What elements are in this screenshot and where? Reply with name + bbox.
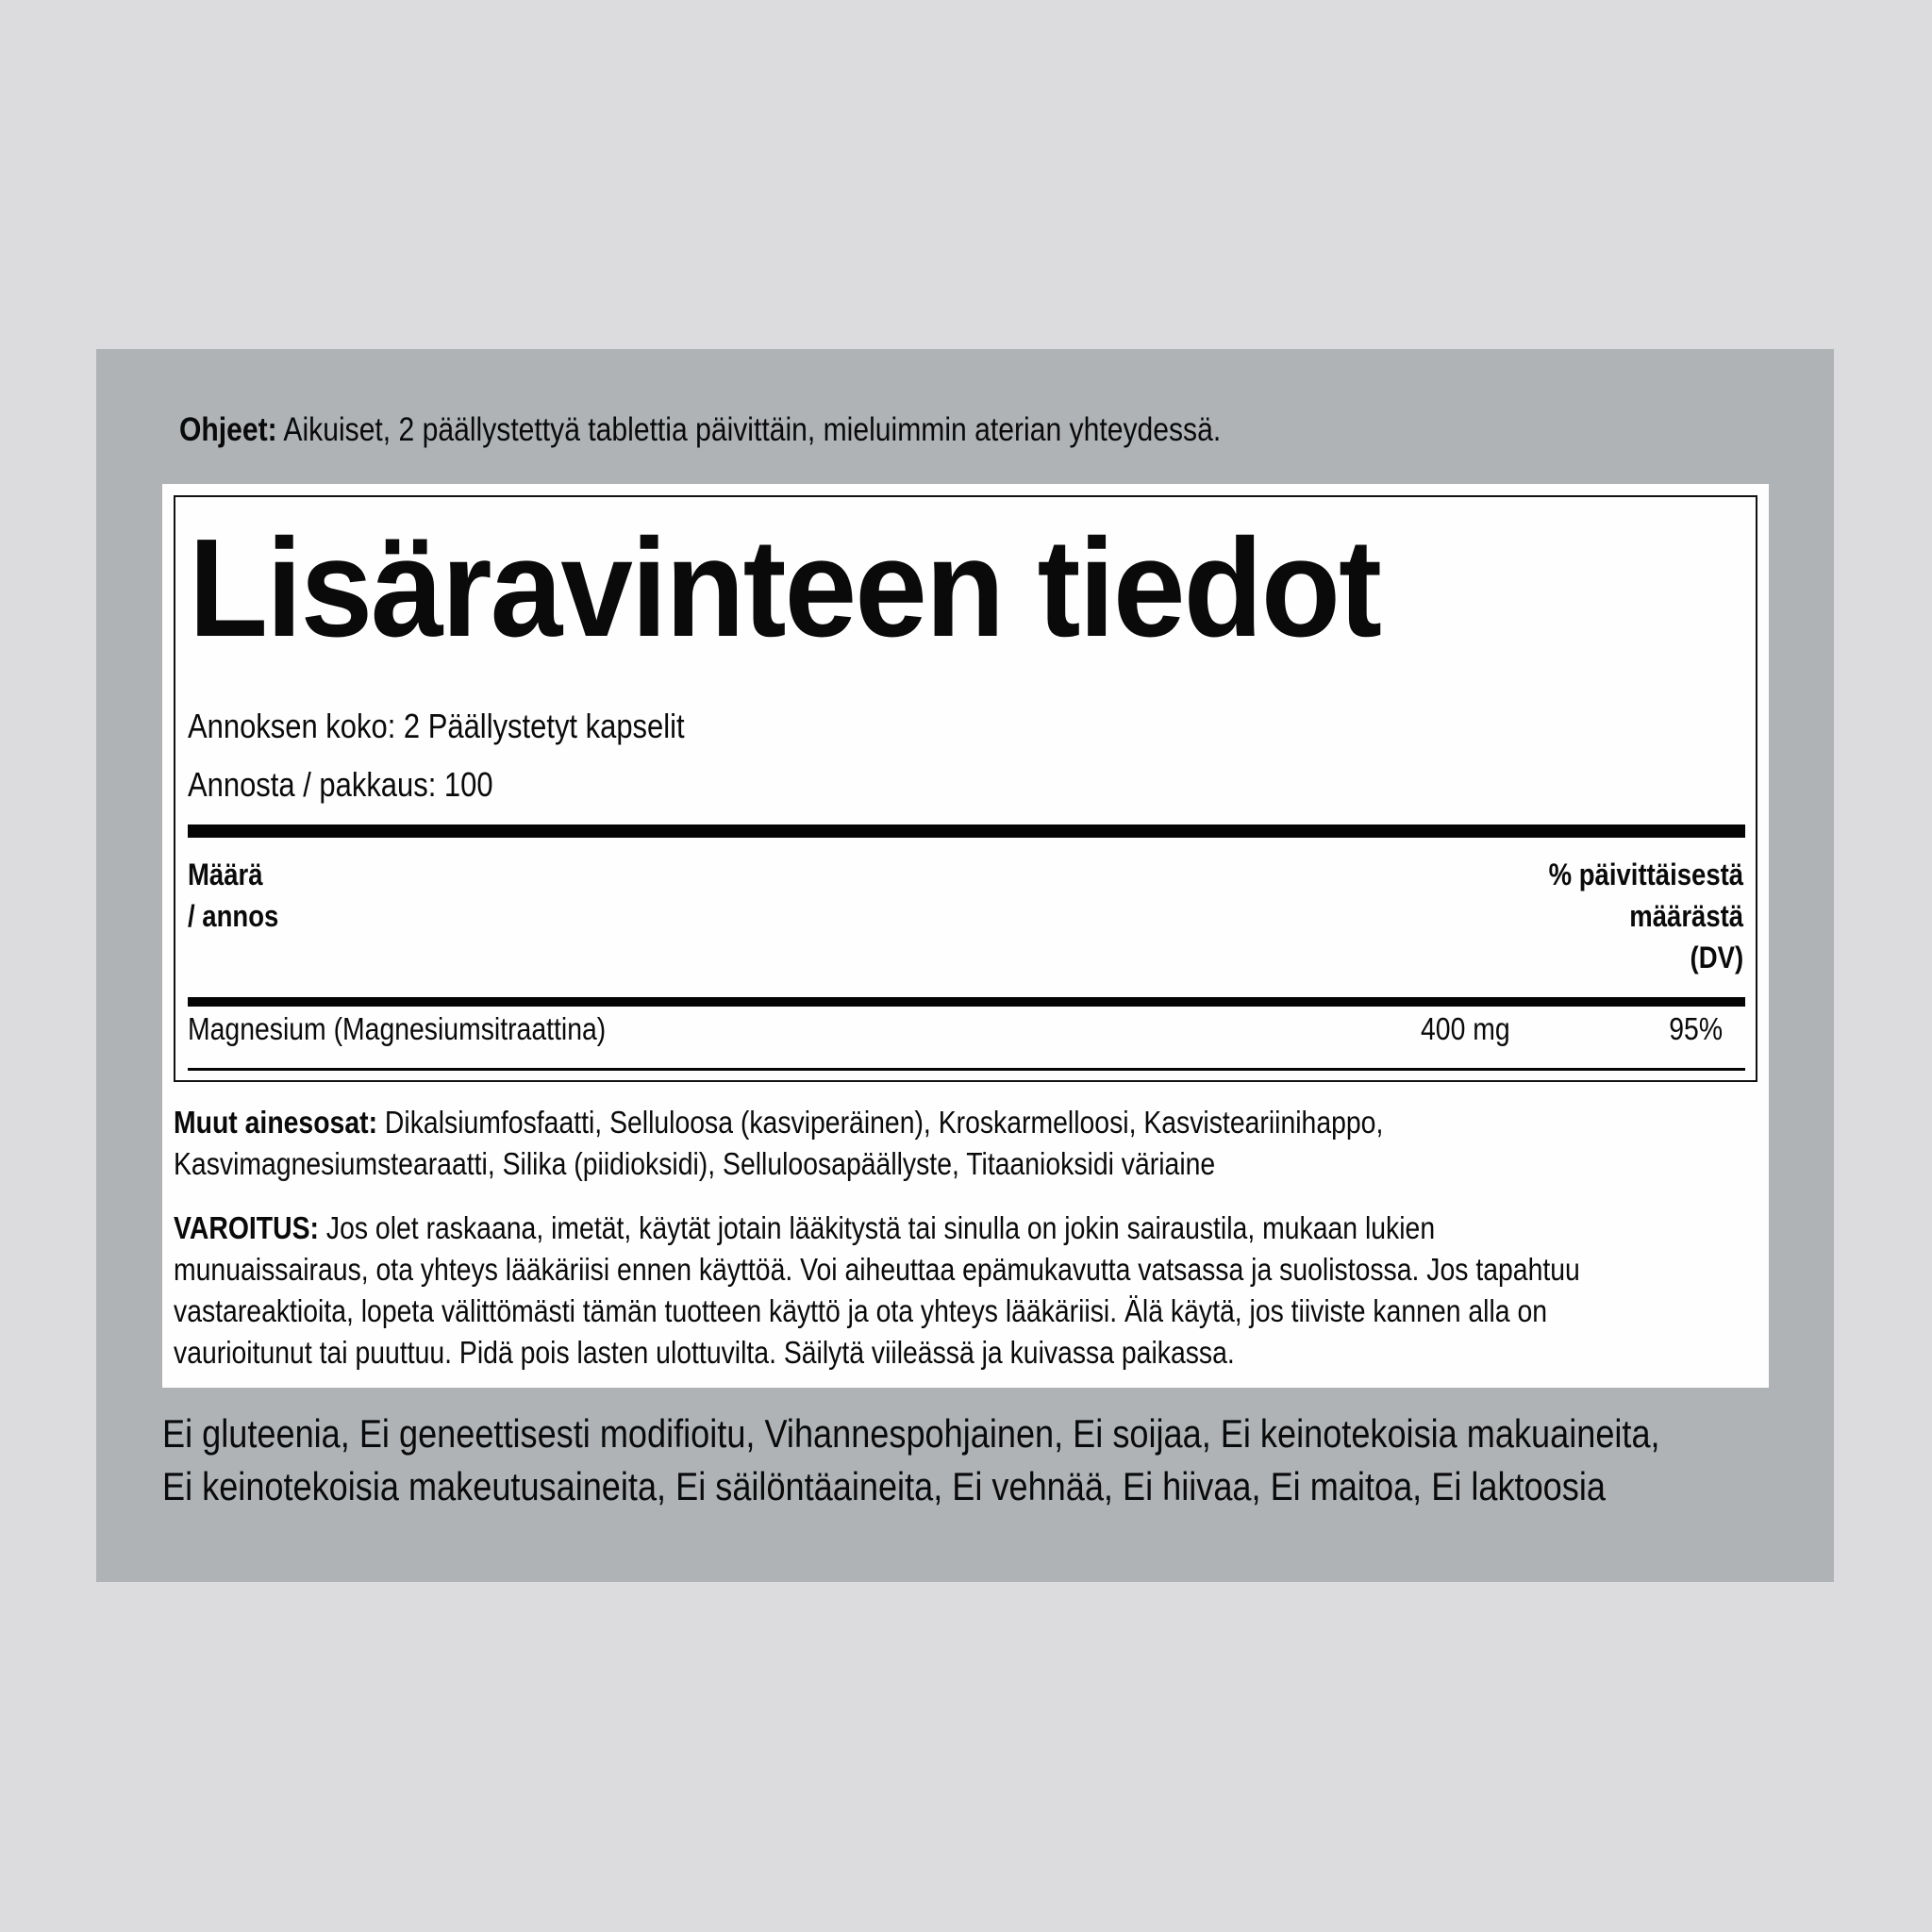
thick-divider-middle [188,997,1745,1007]
supplement-facts-box [174,495,1757,1082]
warning [174,1208,1715,1374]
nutrient-dv: 95% [1669,1011,1723,1046]
free-from-claims [162,1407,1866,1513]
header-right-line1: % päivittäisestä [1548,858,1743,891]
warning-label: VAROITUS: [174,1210,319,1245]
directions-label: Ohjeet: [179,411,277,448]
header-left-line1: Määrä [188,858,263,891]
header-right-line3: (DV) [1690,941,1743,974]
header-left-line2: / annos [188,899,279,933]
warning-line1: Jos olet raskaana, imetät, käytät jotain lääkitystä tai sinulla on jokin sairaustila, mukaan lukien [318,1210,1436,1245]
header-right-line2: määrästä [1629,899,1743,933]
daily-value-header [1549,854,1743,978]
other-ingredients [174,1102,1715,1185]
warning-line2: munuaissairaus, ota yhteys lääkäriisi ennen käyttöä. Voi aiheuttaa epämukavutta vatsassa ja suolistossa. Jos tapahtuu [174,1252,1580,1287]
directions-text: Aikuiset, 2 päällystettyä tablettia päivittäin, mieluimmin aterian yhteydessä. [276,411,1222,448]
thick-divider-top [188,824,1745,838]
nutrient-amount: 400 mg [1421,1011,1510,1046]
nutrient-name: Magnesium (Magnesiumsitraattina) [188,1011,607,1046]
claims-line1: Ei gluteenia, Ei geneettisesti modifioitu, Vihannespohjainen, Ei soijaa, Ei keinotekoisia makuaineita, [162,1411,1660,1456]
other-ingredients-line2: Kasvimagnesiumstearaatti, Silika (piidioksidi), Selluloosapäällyste, Titaanioksidi väriaine [174,1146,1216,1181]
warning-line4: vaurioitunut tai puuttuu. Pidä pois lasten ulottuvilta. Säilytä viileässä ja kuivassa paikassa. [174,1335,1235,1370]
claims-line2: Ei keinotekoisia makeutusaineita, Ei säilöntäaineita, Ei vehnää, Ei hiivaa, Ei maitoa, Ei laktoosia [162,1464,1606,1508]
other-ingredients-label: Muut ainesosat: [174,1105,378,1140]
warning-line3: vastareaktioita, lopeta välittömästi tämän tuotteen käyttö ja ota yhteys lääkäriisi. Älä käytä, jos tiiviste kannen alla on [174,1293,1548,1328]
amount-per-serving-header [188,854,278,937]
facts-title: Lisäravinteen tiedot [189,510,1381,666]
thin-divider-bottom [188,1068,1745,1071]
serving-size: Annoksen koko: 2 Päällystetyt kapselit [188,707,685,745]
servings-per-container: Annosta / pakkaus: 100 [188,765,493,804]
directions [179,411,1221,449]
other-ingredients-line1: Dikalsiumfosfaatti, Selluloosa (kasviperäinen), Kroskarmelloosi, Kasvisteariinihappo, [377,1105,1384,1140]
